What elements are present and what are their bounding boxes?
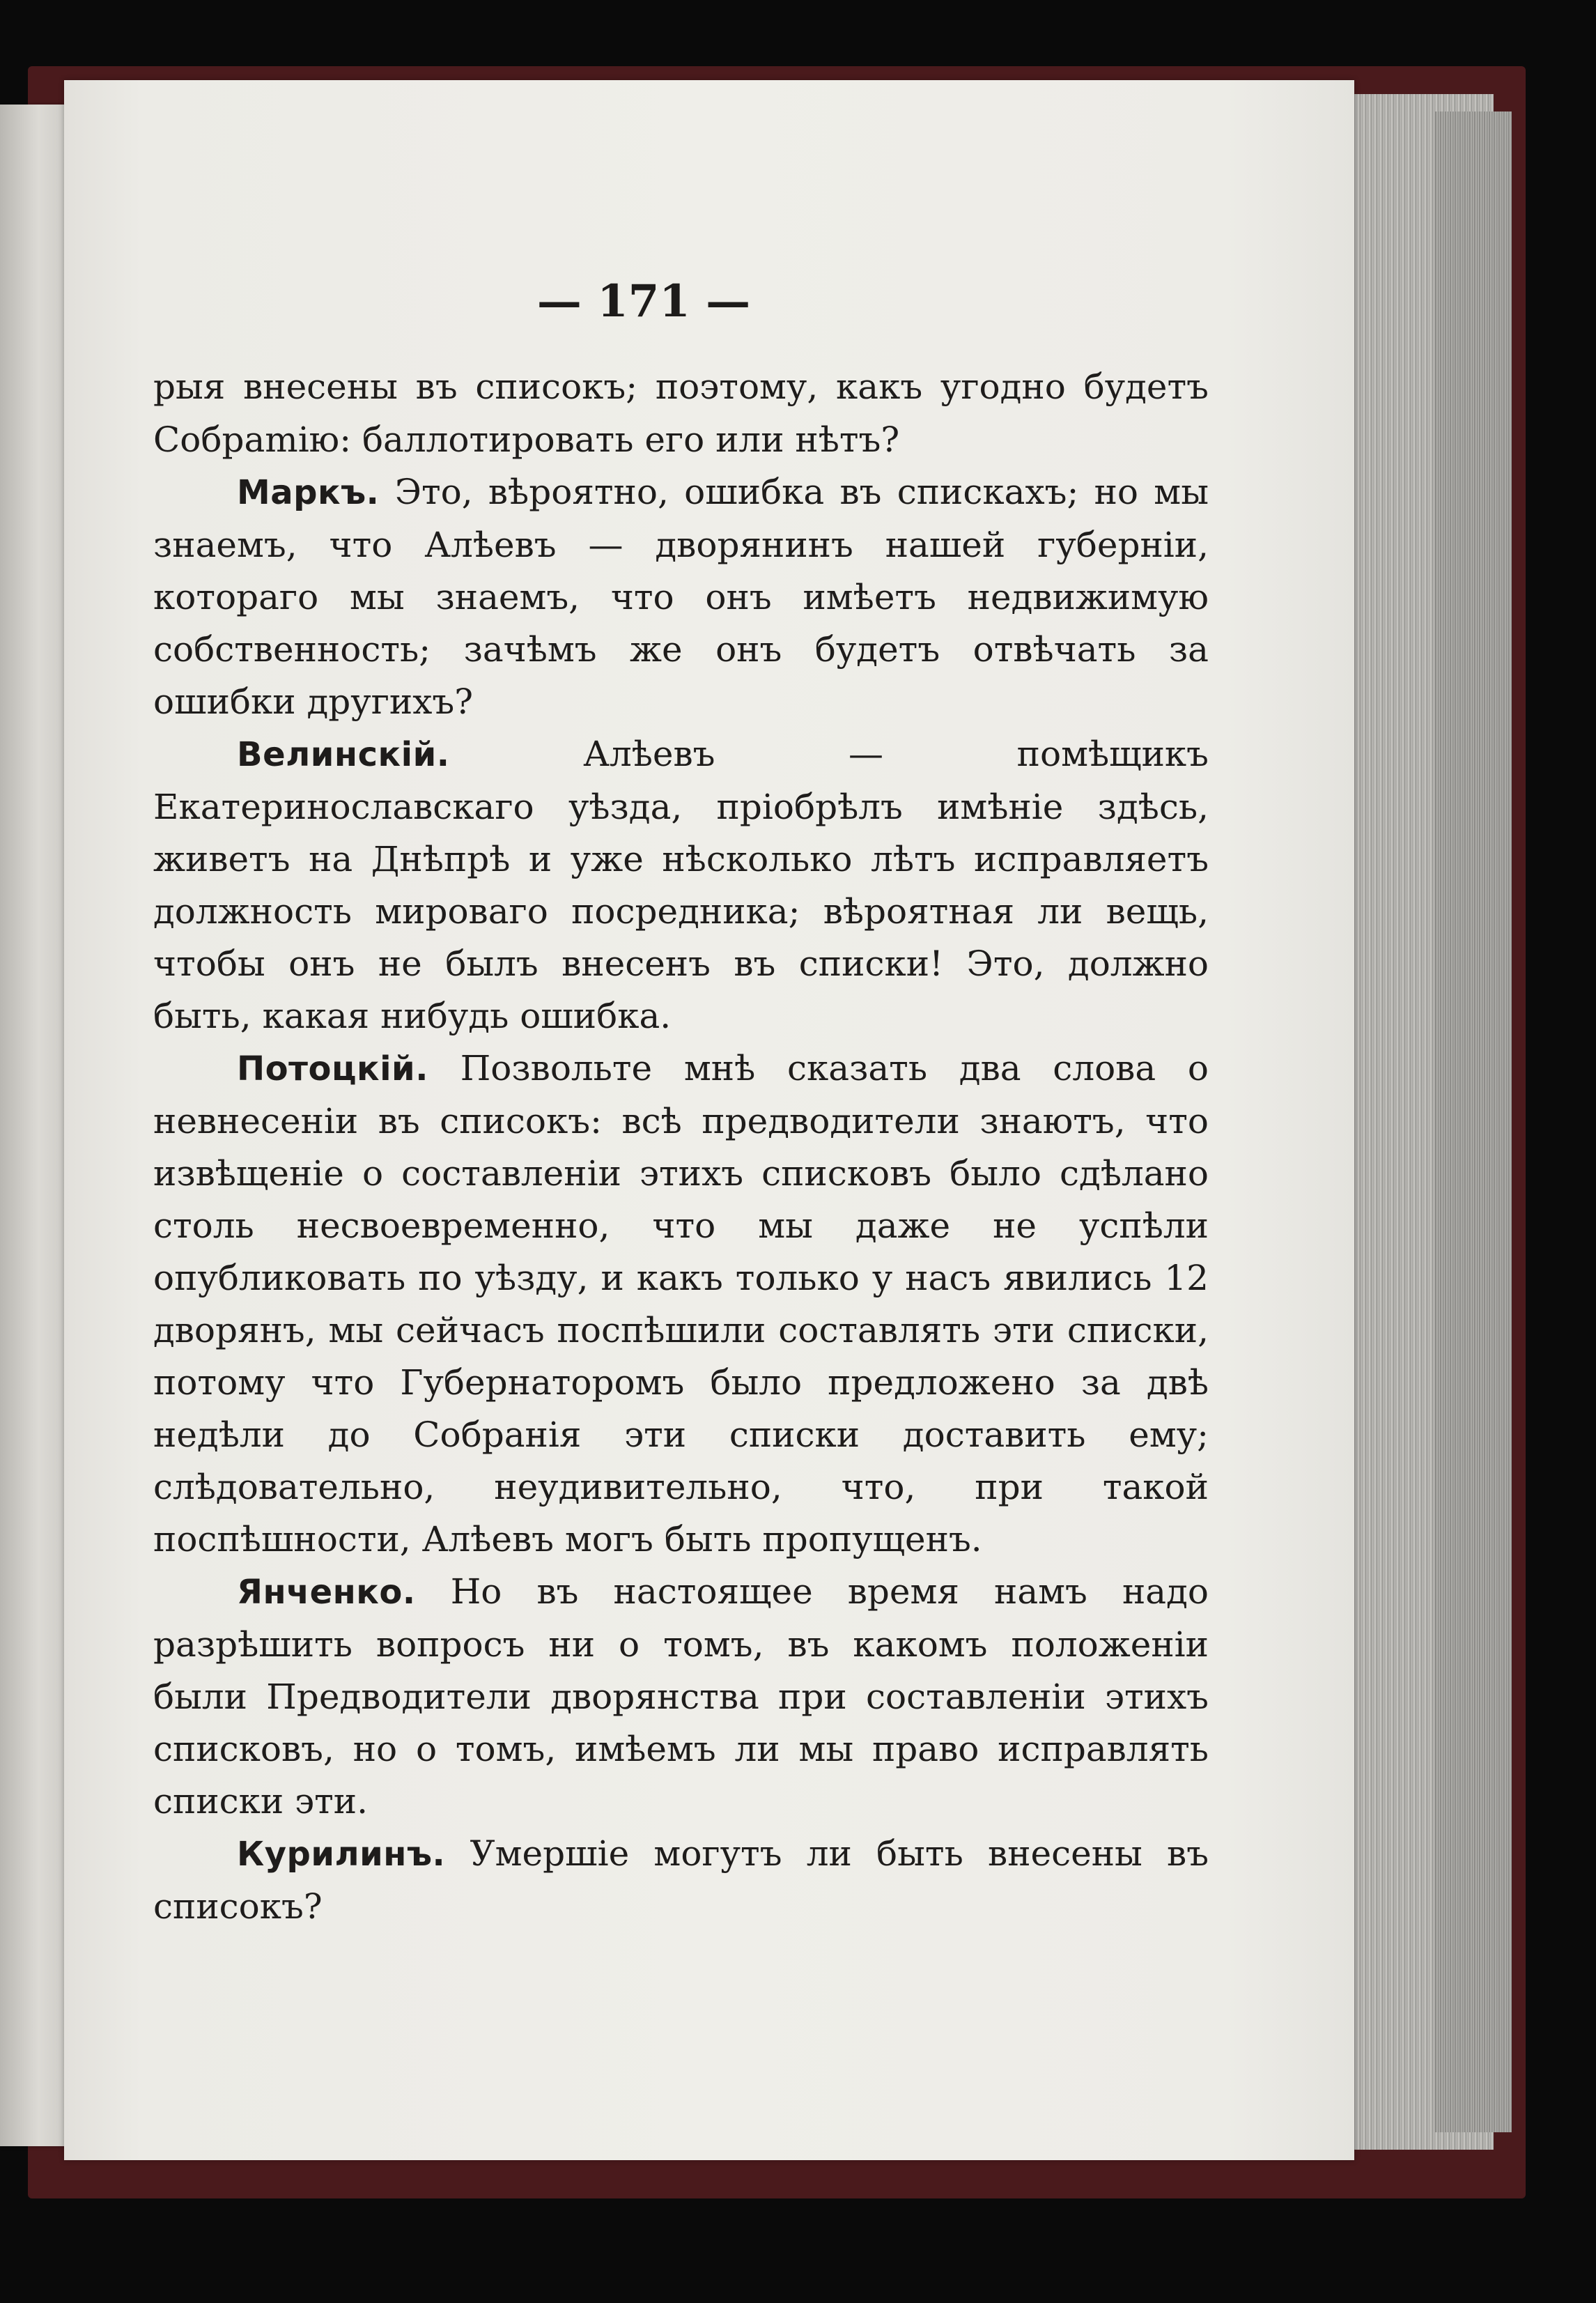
paragraph-text: Это, вѣроятно, ошибка въ спискахъ; но мы знаемъ, что Алѣевъ — дворянинъ нашей губернiи, котораго мы знаемъ, что онъ имѣетъ недвижимую собственность; зачѣмъ же онъ будетъ отвѣчать за ошибки другихъ? (153, 472, 1209, 722)
previous-page-edge (0, 105, 64, 2146)
speaker-name: Потоцкiй. (237, 1049, 428, 1088)
speaker-name: Маркъ. (237, 473, 380, 512)
paragraph-5 (153, 1828, 1209, 1933)
speaker-name: Велинскiй. (237, 735, 450, 774)
paragraph-text: Умершiе могутъ ли быть внесены въ списокъ? (153, 1833, 1209, 1927)
paragraph-3 (153, 1042, 1209, 1566)
page-number: — 171 — (536, 275, 751, 328)
page-edges-back (1435, 111, 1512, 2132)
paragraph-text: Позвольте мнѣ сказать два слова о невнесенiи въ списокъ: всѣ предводители знаютъ, что извѣщенiе о составленiи этихъ списковъ было сдѣлано столь несвоевременно, что мы даже не успѣли опубликовать по уѣзду, и какъ только у насъ явились 12 дворянъ, мы сейчасъ поспѣшили составлять эти списки, потому что Губернаторомъ было предложено за двѣ недѣли до Собранiя эти списки доставить ему; слѣдовательно, неудивительно, что, при такой поспѣшности, Алѣевъ могъ быть пропущенъ. (153, 1048, 1209, 1559)
paragraph-text: рыя внесены въ списокъ; поэтому, какъ угодно будетъ Собраmiю: баллотировать его или нѣтъ? (153, 367, 1209, 460)
paragraph-1 (153, 466, 1209, 728)
paragraph-0 (153, 361, 1209, 466)
paragraph-text: Алѣевъ — помѣщикъ Екатеринославскаго уѣзда, прiобрѣлъ имѣнiе здѣсь, живетъ на Днѣпрѣ и уже нѣсколько лѣтъ исправляетъ должность мироваго посредника; вѣроятная ли вещь, чтобы онъ не былъ внесенъ въ списки! Это, должно быть, какая нибудь ошибка. (153, 734, 1209, 1036)
speaker-name: Курилинъ. (237, 1835, 446, 1874)
book-page (64, 80, 1354, 2160)
body-text (153, 361, 1209, 1933)
paragraph-2 (153, 728, 1209, 1042)
speaker-name: Янченко. (237, 1573, 416, 1612)
paragraph-text: Но въ настоящее время намъ надо разрѣшить вопросъ ни о томъ, въ какомъ положенiи были Предводители дворянства при составленiи этихъ списковъ, но о томъ, имѣемъ ли мы право исправлять списки эти. (153, 1571, 1209, 1821)
paragraph-4 (153, 1566, 1209, 1828)
